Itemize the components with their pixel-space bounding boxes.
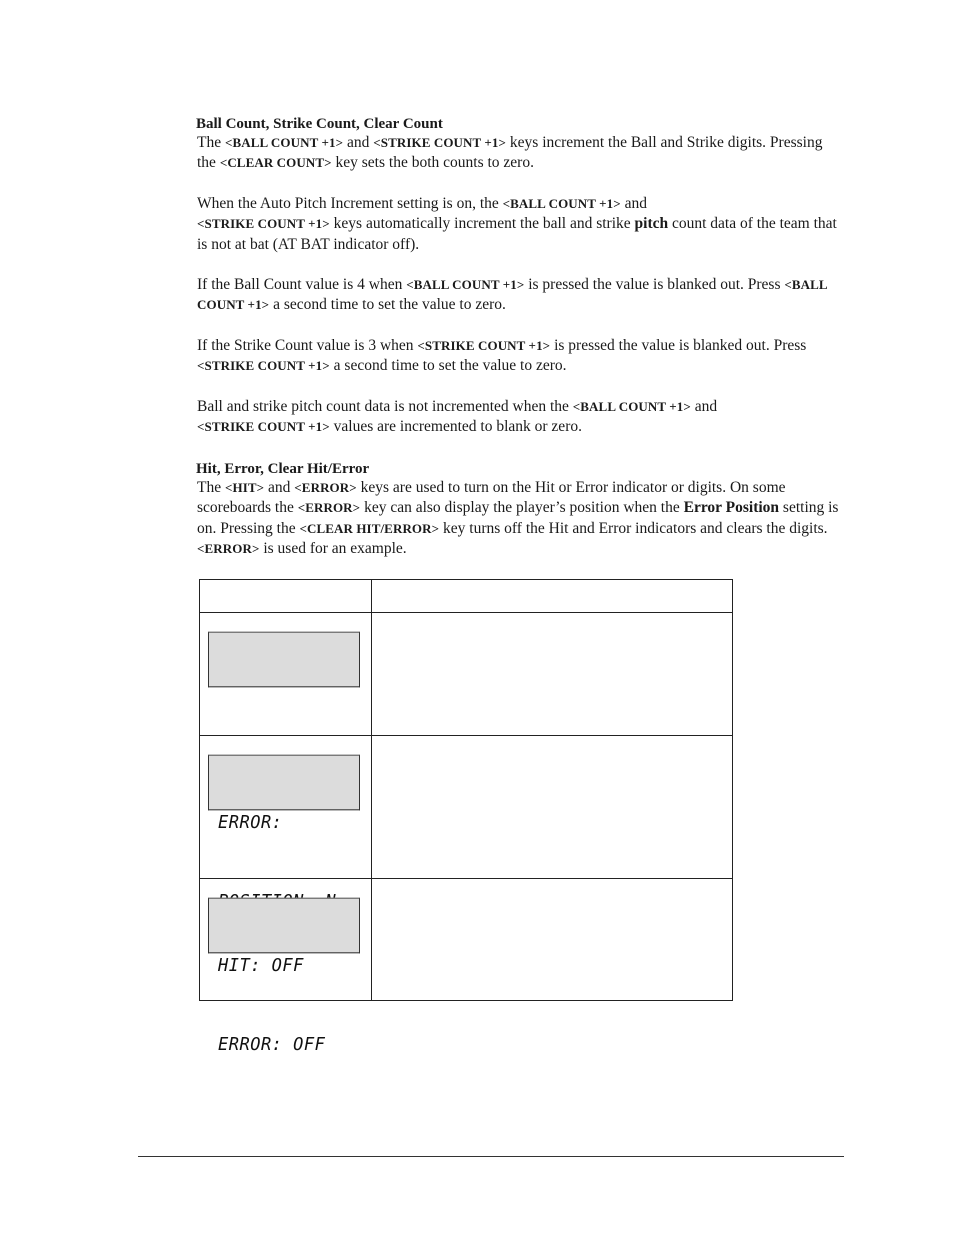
text: setting is on. Pressing the bbox=[197, 499, 839, 537]
key-ball-count: <BALL COUNT +1> bbox=[197, 277, 827, 313]
text: count data of the team that is not at bat (AT BAT indicator off). bbox=[197, 215, 837, 253]
display-cell bbox=[200, 736, 372, 879]
text: If the Ball Count value is 4 when bbox=[197, 276, 407, 293]
text: The bbox=[197, 479, 225, 496]
key-strike-count: <STRIKE COUNT +1> bbox=[197, 358, 330, 374]
text: keys automatically increment the ball and strike bbox=[329, 215, 635, 233]
paragraph-ball-blank bbox=[197, 275, 842, 316]
key-strike-count: <STRIKE COUNT +1> bbox=[197, 419, 330, 435]
text: and bbox=[264, 479, 295, 496]
text: and bbox=[343, 134, 374, 151]
text: keys increment the Ball and Strike digits. Pressing the bbox=[197, 134, 823, 172]
text: When the Auto Pitch Increment setting is on, the bbox=[197, 195, 503, 212]
section-heading-hit-error: Hit, Error, Clear Hit/Error bbox=[196, 461, 370, 477]
text: a second time to set the value to zero. bbox=[329, 357, 567, 375]
key-clear-hit-error: <CLEAR HIT/ERROR> bbox=[299, 520, 440, 536]
table-header-cell bbox=[372, 580, 733, 613]
key-hit: <HIT> bbox=[224, 480, 265, 495]
error-display-table bbox=[199, 579, 733, 1056]
lcd-line-2: ERROR: OFF bbox=[218, 1034, 326, 1056]
lcd-display bbox=[208, 898, 360, 1056]
text: is pressed the value is blanked out. Press bbox=[550, 337, 807, 354]
text: If the Strike Count value is 3 when bbox=[197, 337, 418, 354]
key-strike-count: <STRIKE COUNT +1> bbox=[373, 135, 507, 150]
paragraph-auto-pitch bbox=[197, 194, 842, 255]
bold-term-error-position: Error Position bbox=[683, 499, 780, 517]
display-cell bbox=[200, 879, 372, 1056]
text: key turns off the Hit and Error indicators and clears the digits. bbox=[439, 519, 828, 537]
text: Ball and strike pitch count data is not incremented when the bbox=[197, 398, 573, 415]
key-ball-count: <BALL COUNT +1> bbox=[572, 399, 691, 414]
key-error: <ERROR> bbox=[297, 500, 361, 516]
description-cell bbox=[372, 613, 733, 736]
section-heading-ball-strike: Ball Count, Strike Count, Clear Count bbox=[196, 116, 443, 132]
description-cell bbox=[372, 736, 733, 879]
key-ball-count: <BALL COUNT +1> bbox=[406, 277, 525, 292]
table-row bbox=[200, 879, 733, 1001]
lcd-line-1: HIT: OFF bbox=[218, 955, 304, 977]
key-error: <ERROR> bbox=[197, 540, 260, 556]
bold-term-pitch: pitch bbox=[634, 215, 669, 233]
key-clear-count: <CLEAR COUNT> bbox=[219, 155, 332, 171]
text: key sets the both counts to zero. bbox=[331, 154, 534, 172]
text: keys are used to turn on the Hit or Error indicator or digits. On some scoreboards the bbox=[197, 479, 786, 517]
key-error: <ERROR> bbox=[294, 480, 357, 495]
text: is used for an example. bbox=[259, 539, 407, 557]
key-ball-count: <BALL COUNT +1> bbox=[502, 196, 621, 211]
paragraph-hit-error-keys bbox=[197, 478, 842, 559]
text: a second time to set the value to zero. bbox=[269, 296, 506, 314]
text: key can also display the player’s position when the bbox=[360, 499, 684, 517]
lcd-line-1: ERROR: bbox=[218, 812, 283, 834]
footer-rule bbox=[138, 1156, 844, 1157]
lcd-display bbox=[208, 755, 360, 834]
paragraph-strike-blank bbox=[197, 336, 842, 377]
text: and bbox=[620, 195, 648, 212]
display-cell bbox=[200, 613, 372, 736]
key-ball-count: <BALL COUNT +1> bbox=[224, 135, 344, 150]
text: is pressed the value is blanked out. Press bbox=[524, 276, 785, 293]
table-header-cell bbox=[200, 580, 372, 613]
key-strike-count: <STRIKE COUNT +1> bbox=[417, 338, 551, 353]
paragraph-count-keys bbox=[197, 133, 842, 174]
table-row bbox=[200, 736, 733, 879]
description-cell bbox=[372, 879, 733, 1001]
table-row bbox=[200, 613, 733, 736]
key-strike-count: <STRIKE COUNT +1> bbox=[197, 216, 330, 232]
text: The bbox=[197, 134, 225, 151]
lcd-display bbox=[208, 632, 360, 688]
lcd-line-1 bbox=[218, 687, 359, 713]
table-header-row bbox=[200, 580, 733, 613]
paragraph-pitch-count-note bbox=[197, 397, 842, 438]
text: values are incremented to blank or zero. bbox=[329, 418, 582, 436]
text: and bbox=[690, 398, 718, 415]
